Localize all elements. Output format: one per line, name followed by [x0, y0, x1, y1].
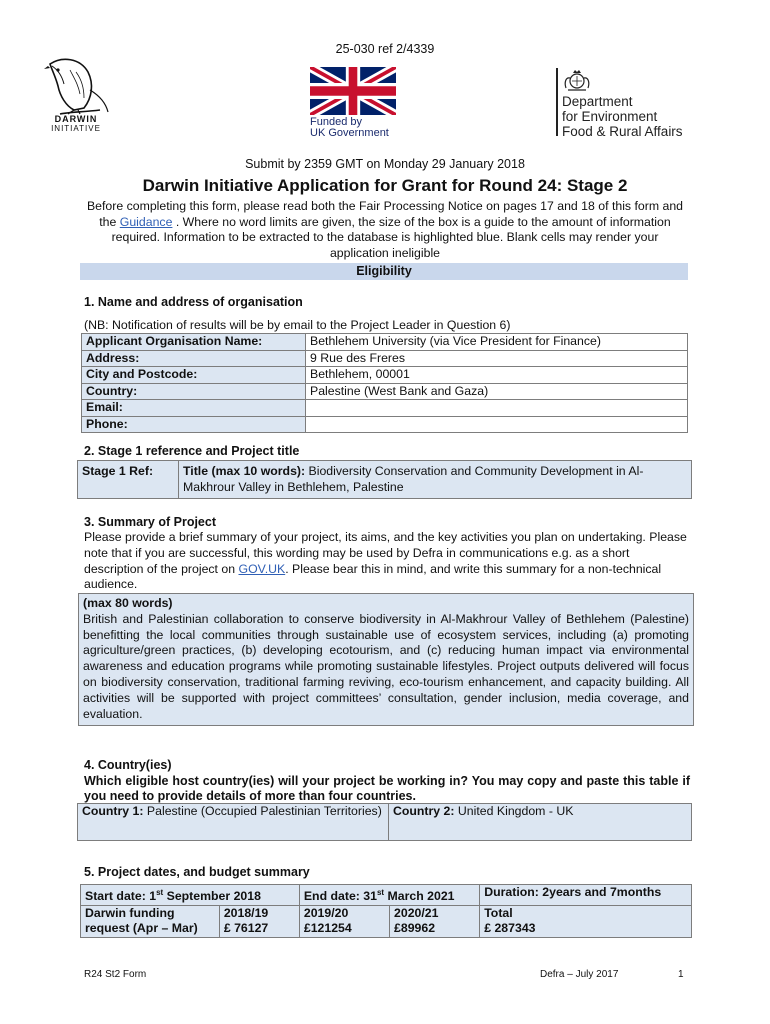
funded-by-uk-government: Funded by UK Government	[310, 116, 389, 139]
start-date-cell[interactable]: Start date: 1st September 2018	[81, 885, 300, 906]
table-row	[81, 885, 692, 906]
project-title-cell[interactable]: Title (max 10 words): Biodiversity Conservation and Community Development in Al-Makhrour Valley in Bethlehem, Palestine	[179, 461, 692, 499]
royal-crest-icon	[560, 68, 594, 92]
page-number: 1	[678, 969, 684, 980]
address-label: Address:	[82, 350, 306, 367]
section3-instructions: Please provide a brief summary of your project, its aims, and the key activities you plan on undertaking. Please note that if you are successful, this wording may be used by Defra in communications e.g. as a short description of the project on GOV.UK. Please bear this in mind, and write this summary for a non-technical audience.	[84, 530, 687, 592]
darwin-logo-title: DARWIN	[54, 114, 98, 124]
intro-text: Before completing this form, please read both the Fair Processing Notice on pages 17 and 18 of this form and the Guidance . Where no word limits are given, the size of the box is a guide to the amount of information required. Information to be extracted to the database is highlighted blue. Blank cells may render your application ineligible	[86, 199, 684, 260]
defra-logo-bar	[556, 68, 558, 136]
phone-label: Phone:	[82, 416, 306, 433]
reference-number: 25-030 ref 2/4339	[335, 42, 435, 56]
country2-cell[interactable]: Country 2: United Kingdom - UK	[389, 804, 692, 841]
org-name-label: Applicant Organisation Name:	[82, 334, 306, 351]
section3-heading: 3. Summary of Project	[84, 515, 216, 529]
guidance-link[interactable]: Guidance	[119, 214, 173, 229]
darwin-logo-subtitle: INITIATIVE	[51, 124, 101, 133]
year3-cell[interactable]: 2020/21 £89962	[390, 905, 480, 937]
year2-cell[interactable]: 2019/20 £121254	[299, 905, 389, 937]
uk-flag-logo	[310, 67, 396, 115]
organisation-table	[81, 333, 688, 433]
footer-form-name: R24 St2 Form	[84, 969, 147, 980]
section2-heading: 2. Stage 1 reference and Project title	[84, 444, 300, 458]
table-row	[78, 804, 692, 841]
summary-word-limit: (max 80 words)	[83, 596, 173, 610]
section1-note: (NB: Notification of results will be by email to the Project Leader in Question 6)	[84, 318, 511, 332]
gov-uk-link[interactable]: GOV.UK	[238, 561, 286, 576]
country-label: Country:	[82, 383, 306, 400]
summary-text: British and Palestinian collaboration to conserve biodiversity in Al-Makhrour Valley of Bethlehem (Palestine) benefitting the local communities through sustainable use of ecosystem services, including (a) promoting agriculture/green practices, (b) developing ecotourism, and (c) reducing human impact via environmental awareness and education programs while promoting sustainable lifestyles. Project outputs delivered will focus on biodiversity conservation, traditional farming reviving, eco-tourism enhancement, and capacity building. All activities will be supported with project committees’ consultation, gender inclusion, media coverage, and evaluation.	[83, 611, 689, 721]
country1-cell[interactable]: Country 1: Palestine (Occupied Palestinian Territories)	[78, 804, 389, 841]
end-date-cell[interactable]: End date: 31st March 2021	[299, 885, 479, 906]
email-value[interactable]	[306, 400, 688, 417]
total-cell[interactable]: Total £ 287343	[480, 905, 692, 937]
city-postcode-label: City and Postcode:	[82, 367, 306, 384]
table-row	[81, 905, 692, 937]
darwin-bird-logo	[40, 50, 112, 148]
city-postcode-value[interactable]: Bethlehem, 00001	[306, 367, 688, 384]
phone-value[interactable]	[306, 416, 688, 433]
org-name-value[interactable]: Bethlehem University (via Vice President for Finance)	[306, 334, 688, 351]
section5-heading: 5. Project dates, and budget summary	[84, 865, 310, 879]
section1-heading: 1. Name and address of organisation	[84, 295, 303, 309]
year1-cell[interactable]: 2018/19 £ 76127	[219, 905, 299, 937]
budget-table	[80, 884, 692, 938]
project-title-table	[77, 460, 692, 499]
table-row	[82, 367, 688, 384]
address-value[interactable]: 9 Rue des Freres	[306, 350, 688, 367]
stage1-ref-label: Stage 1 Ref:	[78, 461, 179, 499]
eligibility-heading: Eligibility	[80, 263, 688, 280]
country-value[interactable]: Palestine (West Bank and Gaza)	[306, 383, 688, 400]
footer-issuer: Defra – July 2017	[540, 969, 619, 980]
table-row	[82, 350, 688, 367]
duration-cell[interactable]: Duration: 2years and 7months	[480, 885, 692, 906]
table-row	[78, 461, 692, 499]
table-row	[82, 383, 688, 400]
table-row	[82, 416, 688, 433]
table-row	[82, 400, 688, 417]
project-summary-box[interactable]	[78, 593, 694, 726]
funding-label: Darwin funding request (Apr – Mar)	[81, 905, 220, 937]
section4-heading: 4. Country(ies) Which eligible host country(ies) will your project be working in? You may copy and paste this table if you need to provide details of more than four countries.	[84, 758, 690, 803]
defra-logo-text: Department for Environment Food & Rural Affairs	[562, 94, 683, 139]
submission-deadline: Submit by 2359 GMT on Monday 29 January 2018	[245, 157, 525, 171]
table-row	[82, 334, 688, 351]
page-title: Darwin Initiative Application for Grant for Round 24: Stage 2	[142, 176, 628, 195]
email-label: Email:	[82, 400, 306, 417]
country-table	[77, 803, 692, 841]
